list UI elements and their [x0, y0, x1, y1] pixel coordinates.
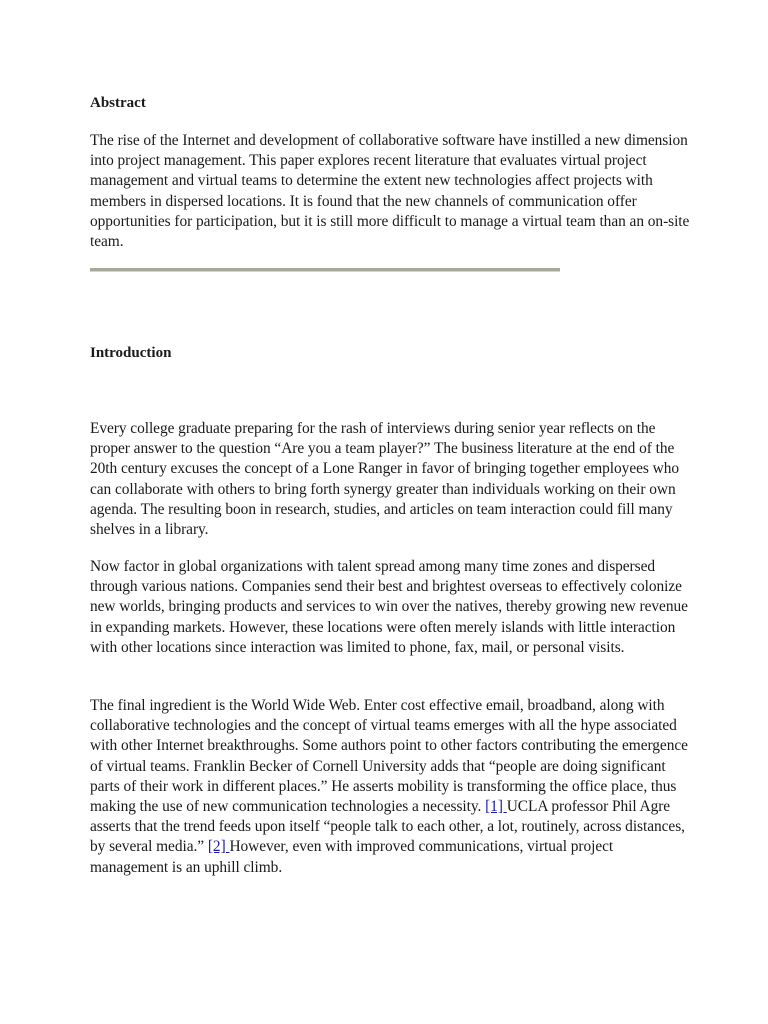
intro-paragraph-1: Every college graduate preparing for the rash of interviews during senior year reflects on the proper answer to the question “Are you a team player?” The business literature at the end of the 20th century excuses the concept of a Lone Ranger in favor of bringing together employees who can collaborate with others to bring forth synergy greater than individuals working on their own agenda. The resulting boon in research, studies, and articles on team interaction could fill many shelves in a library. [90, 420, 679, 539]
abstract-paragraph: The rise of the Internet and development of collaborative software have instilled a new dimension into project management. This paper explores recent literature that evaluates virtual project management and virtual teams to determine the extent new technologies affect projects with members in dispersed locations. It is found that the new channels of communication offer opportunities for participation, but it is still more difficult to manage a virtual team than an on-site team. [90, 132, 690, 251]
intro-paragraph-3 [90, 696, 690, 878]
footnote-link-2[interactable]: [2] [207, 838, 230, 856]
abstract-heading: Abstract [90, 95, 146, 111]
section-divider [90, 268, 560, 272]
intro-paragraph-2: Now factor in global organizations with talent spread among many time zones and dispersed through various nations. Companies send their best and brightest overseas to effectively colonize new worlds, bringing products and services to win over the natives, thereby growing new revenue in expanding markets. However, these locations were often merely islands with little interaction with other locations since interaction was limited to phone, fax, mail, or personal visits. [90, 558, 688, 656]
introduction-heading: Introduction [90, 345, 172, 361]
intro-paragraph-3-text-a: The final ingredient is the World Wide Web. Enter cost effective email, broadband, along with collaborative technologies and the concept of virtual teams emerges with all the hype associated with other Internet breakthroughs. Some authors point to other factors contributing the emergence of virtual teams. Franklin Becker of Cornell University adds that “people are doing significant parts of their work in different places.” He asserts mobility is transforming the office place, thus making the use of new communication technologies a necessity. [90, 697, 688, 816]
footnote-link-1[interactable]: [1] [485, 798, 507, 816]
intro-paragraph-3-text-b: UCLA professor Phil Agre asserts that the trend feeds upon itself “people talk to each other, a lot, routinely, across distances, by several media.” [90, 798, 685, 856]
intro-paragraph-3-text-c: However, even with improved communications, virtual project management is an uphill climb. [90, 838, 614, 876]
